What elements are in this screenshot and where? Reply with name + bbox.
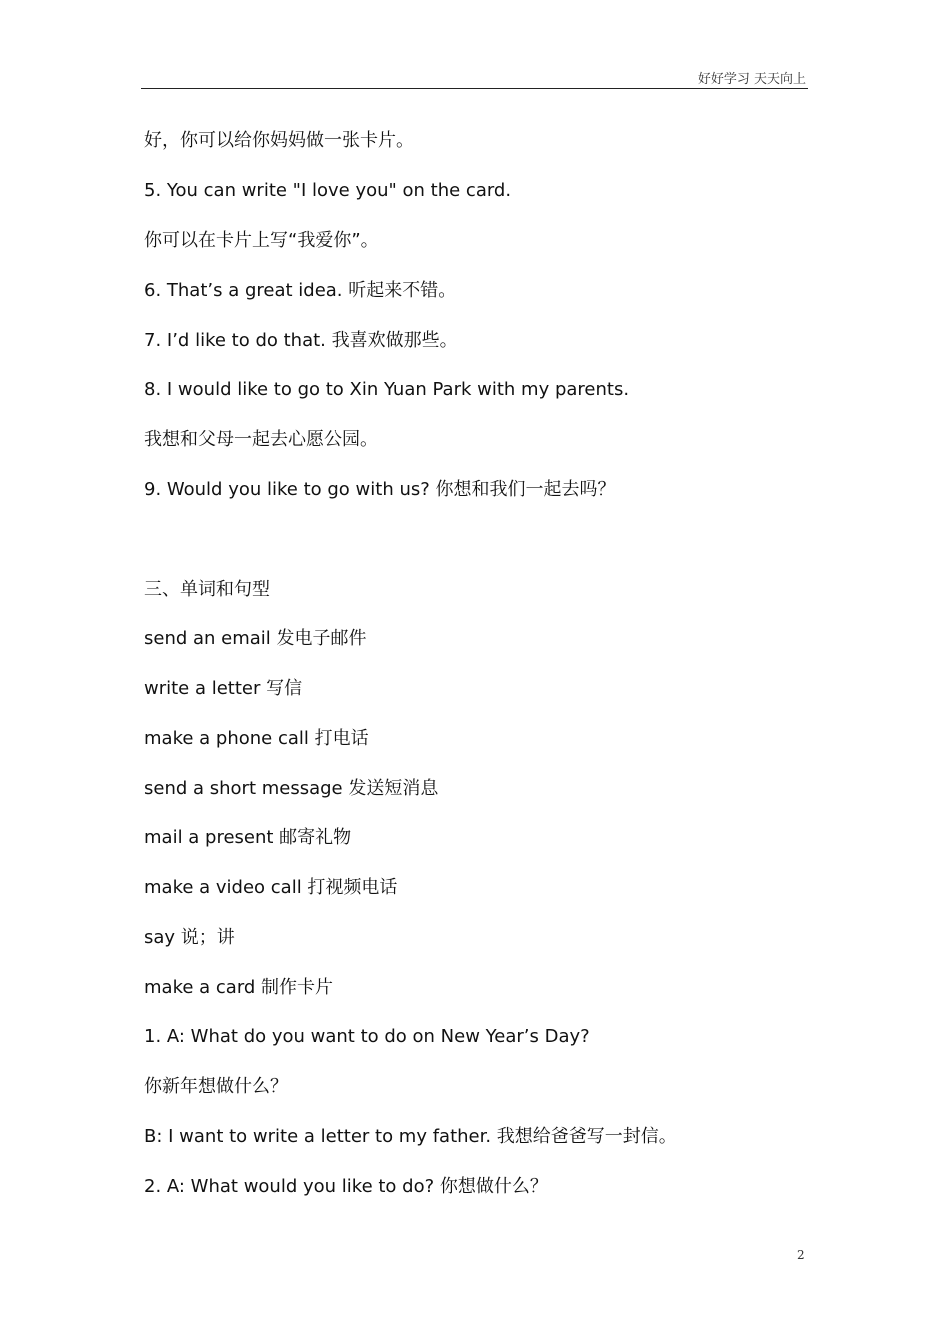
vocab-item: make a card 制作卡片 bbox=[144, 977, 334, 998]
vocab-item: send a short message 发送短消息 bbox=[144, 778, 439, 799]
text-line: 你可以在卡片上写“我爱你”。 bbox=[144, 230, 379, 251]
vocab-item: make a video call 打视频电话 bbox=[144, 877, 398, 898]
vocab-item: make a phone call 打电话 bbox=[144, 728, 369, 749]
text-line: 6. That’s a great idea. 听起来不错。 bbox=[144, 280, 457, 301]
text-line: 5. You can write "I love you" on the card. bbox=[144, 180, 512, 201]
text-line: 8. I would like to go to Xin Yuan Park with my parents. bbox=[144, 379, 630, 400]
page-header bbox=[141, 66, 808, 89]
vocab-item: send an email 发电子邮件 bbox=[144, 628, 367, 649]
text-line: 9. Would you like to go with us? 你想和我们一起去吗？ bbox=[144, 479, 616, 500]
text-line: 7. I’d like to do that. 我喜欢做那些。 bbox=[144, 330, 458, 351]
vocab-item: write a letter 写信 bbox=[144, 678, 303, 699]
text-line: 好，你可以给你妈妈做一张卡片。 bbox=[144, 130, 414, 151]
text-line: 我想和父母一起去心愿公园。 bbox=[144, 429, 378, 450]
text-line: 你新年想做什么？ bbox=[144, 1076, 288, 1097]
vocab-item: say 说；讲 bbox=[144, 927, 235, 948]
text-line: B: I want to write a letter to my father. 我想给爸爸写一封信。 bbox=[144, 1126, 677, 1147]
text-line: 2. A: What would you like to do? 你想做什么？ bbox=[144, 1176, 548, 1197]
header-motto: 好好学习 天天向上 bbox=[697, 72, 806, 87]
page-number: 2 bbox=[797, 1248, 805, 1262]
vocab-item: mail a present 邮寄礼物 bbox=[144, 827, 352, 848]
section-heading: 三、单词和句型 bbox=[144, 579, 270, 600]
text-line: 1. A: What do you want to do on New Year’s Day? bbox=[144, 1026, 590, 1047]
